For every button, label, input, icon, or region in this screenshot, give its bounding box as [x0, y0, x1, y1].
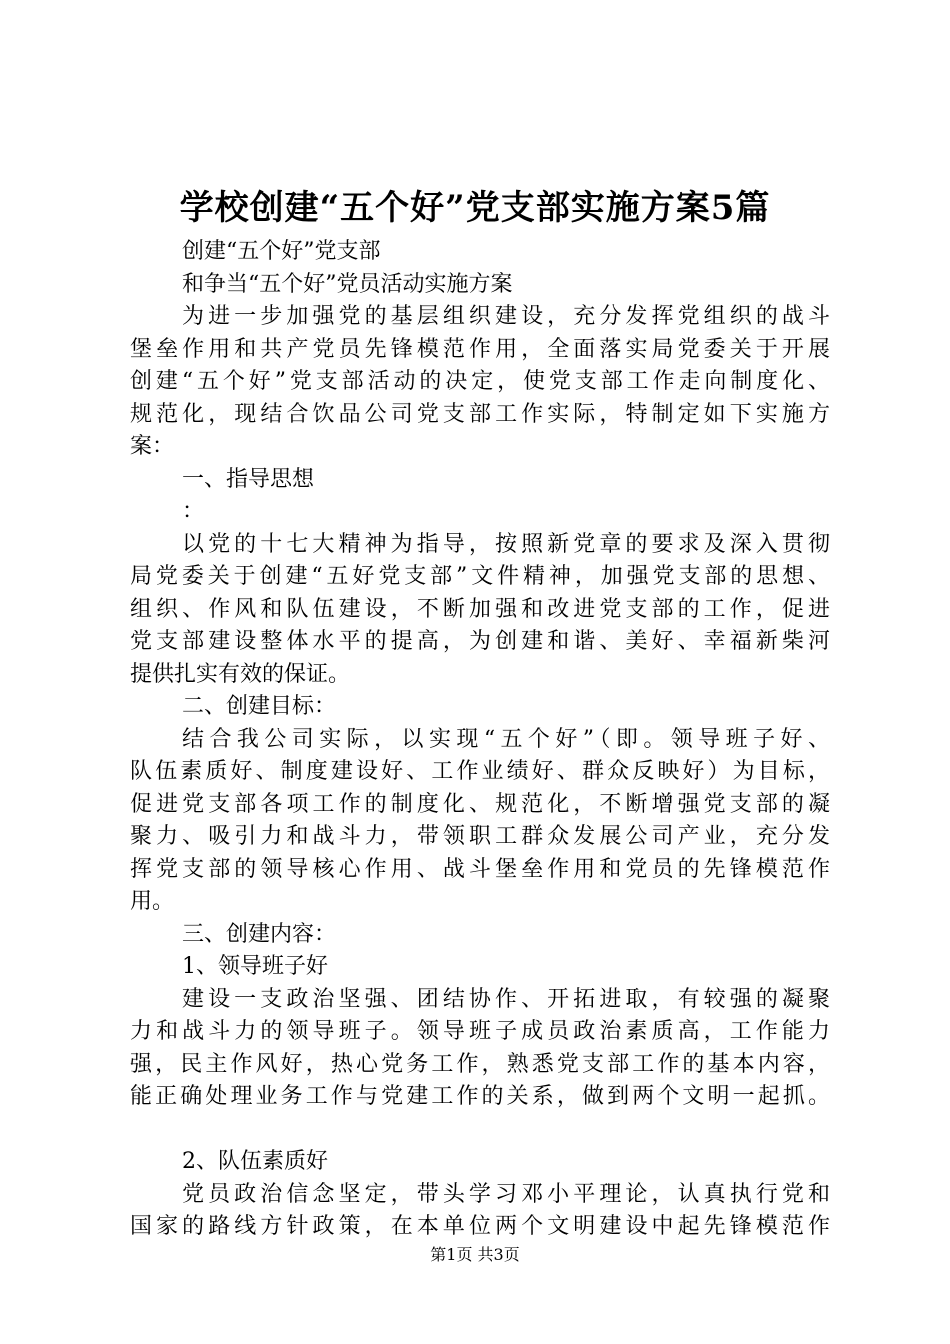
- text-line: 以党的十七大精神为指导，按照新党章的要求及深入贯彻: [182, 531, 830, 557]
- text-line: 用。: [130, 889, 175, 914]
- document-body: [130, 236, 830, 1244]
- text-line: 能正确处理业务工作与党建工作的关系，做到两个文明一起抓。: [130, 1084, 830, 1109]
- text-line: 堡垒作用和共产党员先锋模范作用，全面落实局党委关于开展: [130, 336, 830, 362]
- text-line: 建设一支政治坚强、团结协作、开拓进取，有较强的凝聚: [182, 986, 830, 1012]
- text-line: 一、指导思想: [182, 466, 315, 492]
- blank-line: [130, 1114, 830, 1147]
- text-line: 为进一步加强党的基层组织建设，充分发挥党组织的战斗: [182, 304, 830, 329]
- text-line: ：: [182, 499, 205, 524]
- text-line: 规范化，现结合饮品公司党支部工作实际，特制定如下实施方: [130, 401, 830, 427]
- text-line: 国家的路线方针政策，在本单位两个文明建设中起先锋模范作: [130, 1214, 830, 1239]
- text-line: 结合我公司实际，以实现“五个好”（即。领导班子好、: [182, 726, 830, 752]
- text-line: 队伍素质好、制度建设好、工作业绩好、群众反映好）为目标，: [130, 759, 830, 784]
- text-line: 聚力、吸引力和战斗力，带领职工群众发展公司产业，充分发: [130, 824, 830, 849]
- text-line: 三、创建内容：: [182, 921, 337, 947]
- text-line: 挥党支部的领导核心作用、战斗堡垒作用和党员的先锋模范作: [130, 856, 830, 882]
- text-line: 案：: [130, 434, 175, 459]
- text-line: 组织、作风和队伍建设，不断加强和改进党支部的工作，促进: [130, 596, 830, 622]
- text-line: 党员政治信念坚定，带头学习邓小平理论，认真执行党和: [182, 1181, 830, 1207]
- text-line: 力和战斗力的领导班子。领导班子成员政治素质高，工作能力: [130, 1019, 830, 1044]
- text-line: 强，民主作风好，热心党务工作，熟悉党支部工作的基本内容，: [130, 1051, 830, 1077]
- text-line: 2、队伍素质好: [182, 1149, 328, 1174]
- text-line: 创建“五个好”党支部: [182, 239, 381, 264]
- text-line: 提供扎实有效的保证。: [130, 661, 351, 687]
- text-line: 二、创建目标：: [182, 694, 337, 719]
- text-line: 局党委关于创建“五好党支部”文件精神，加强党支部的思想、: [130, 564, 830, 589]
- text-line: 促进党支部各项工作的制度化、规范化，不断增强党支部的凝: [130, 791, 830, 817]
- document-title: 学校创建“五个好”党支部实施方案5篇: [179, 188, 771, 228]
- text-line: 和争当“五个好”党员活动实施方案: [182, 271, 513, 297]
- text-line: 创建“五个好”党支部活动的决定，使党支部工作走向制度化、: [130, 369, 830, 394]
- page-footer: 第1页 共3页: [430, 1245, 520, 1264]
- text-line: 1、领导班子好: [182, 954, 328, 979]
- text-line: 党支部建设整体水平的提高，为创建和谐、美好、幸福新柴河: [130, 629, 830, 654]
